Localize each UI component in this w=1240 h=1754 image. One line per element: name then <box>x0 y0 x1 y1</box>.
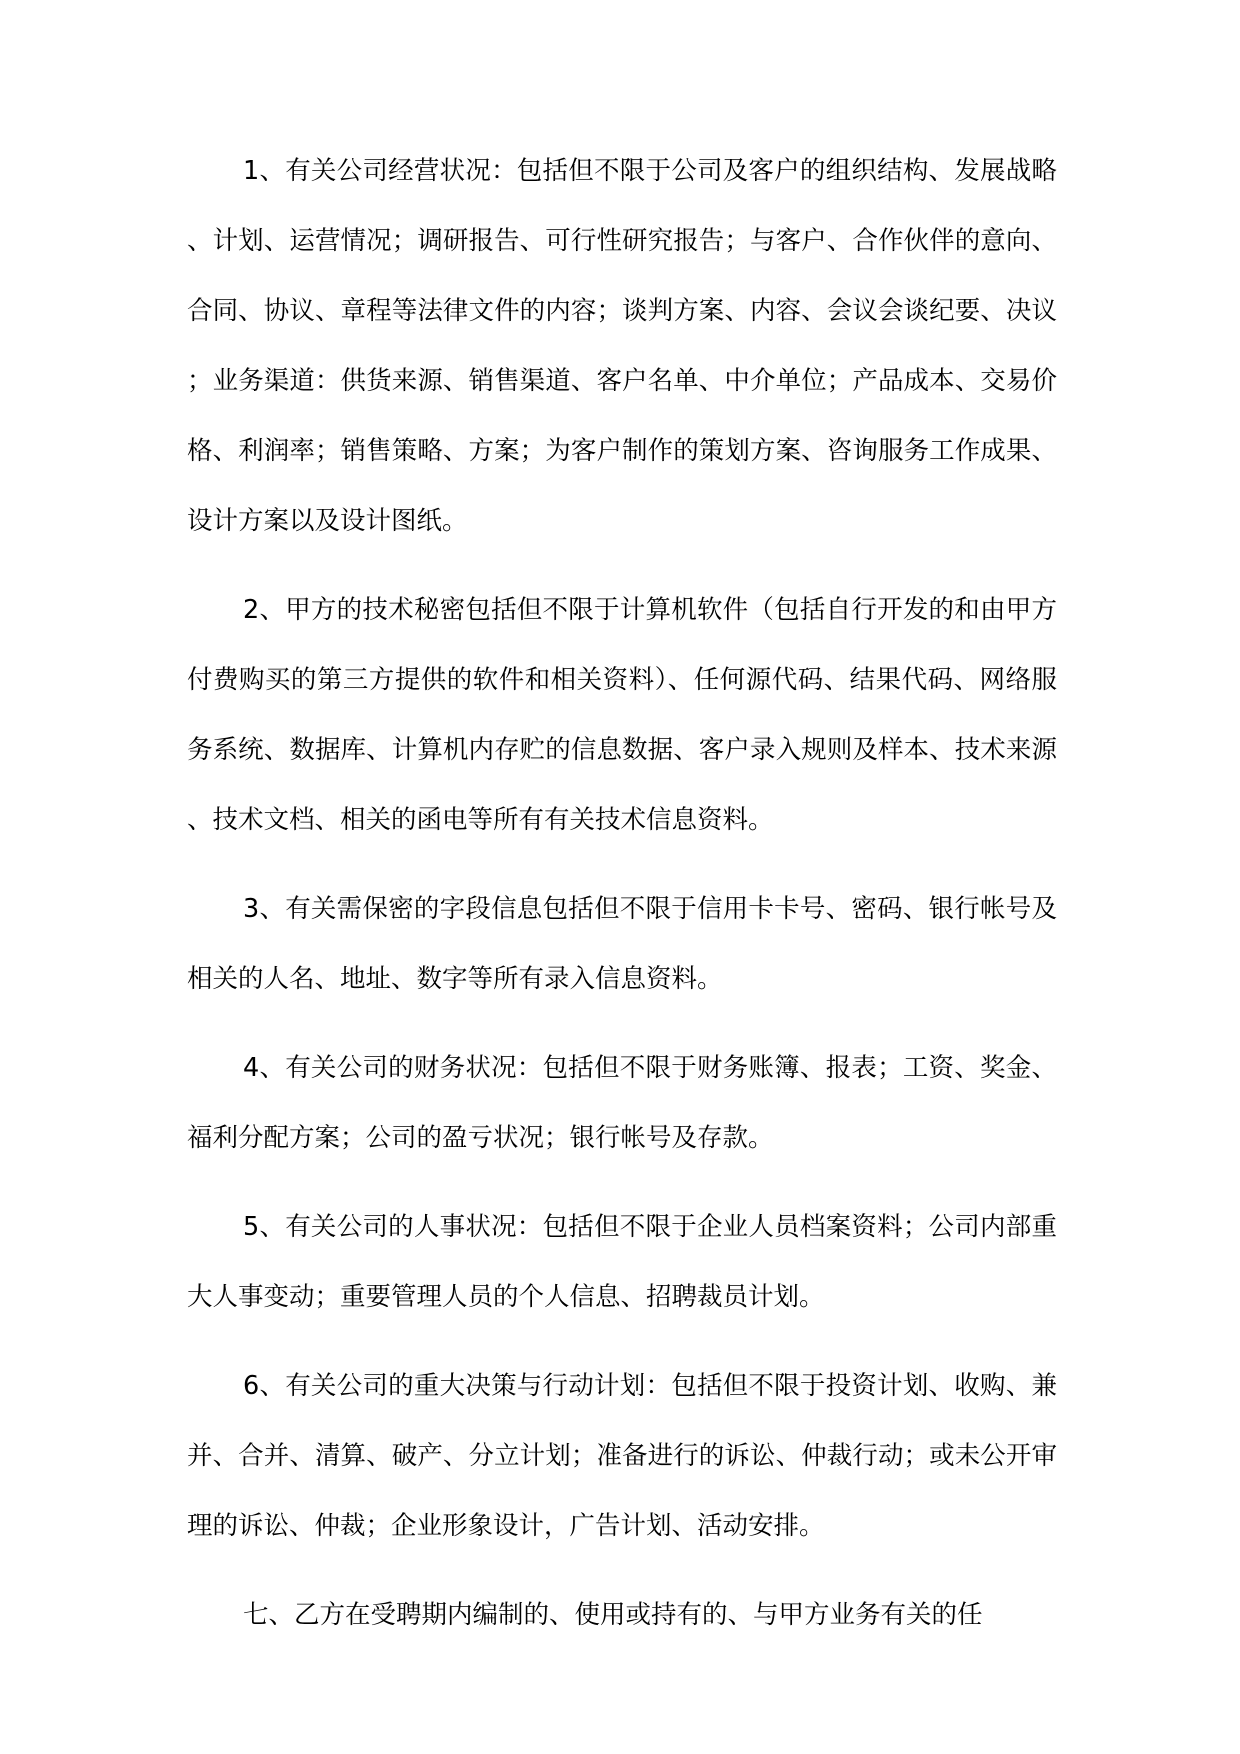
paragraph-section-seven: 七、乙方在受聘期内编制的、使用或持有的、与甲方业务有关的任 <box>243 1600 983 1630</box>
paragraph-company-operations: 1、有关公司经营状况：包括但不限于公司及客户的组织结构、发展战略、计划、运营情况；调研报告、可行性研究报告；与客户、合作伙伴的意向、合同、协议、章程等法律文件的内容；谈判方案、内容、会议会谈纪要、决议；业务渠道：供货来源、销售渠道、客户名单、中介单位；产品成本、交易价格、利润率；销售策略、方案；为客户制作的策划方案、咨询服务工作成果、设计方案以及设计图纸。 <box>187 156 1057 536</box>
paragraph-major-decisions: 6、有关公司的重大决策与行动计划：包括但不限于投资计划、收购、兼并、合并、清算、破产、分立计划；准备进行的诉讼、仲裁行动；或未公开审理的诉讼、仲裁；企业形象设计，广告计划、活动安排。 <box>187 1371 1057 1541</box>
paragraph-confidential-fields: 3、有关需保密的字段信息包括但不限于信用卡卡号、密码、银行帐号及相关的人名、地址、数字等所有录入信息资料。 <box>187 894 1057 994</box>
document-body <box>187 136 1057 1669</box>
paragraph-personnel-status: 5、有关公司的人事状况：包括但不限于企业人员档案资料；公司内部重大人事变动；重要管理人员的个人信息、招聘裁员计划。 <box>187 1212 1057 1312</box>
paragraph-technical-secrets: 2、甲方的技术秘密包括但不限于计算机软件（包括自行开发的和由甲方付费购买的第三方提供的软件和相关资料）、任何源代码、结果代码、网络服务系统、数据库、计算机内存贮的信息数据、客户录入规则及样本、技术来源、技术文档、相关的函电等所有有关技术信息资料。 <box>187 595 1057 835</box>
paragraph-financial-status: 4、有关公司的财务状况：包括但不限于财务账簿、报表；工资、奖金、福利分配方案；公司的盈亏状况；银行帐号及存款。 <box>187 1053 1057 1153</box>
